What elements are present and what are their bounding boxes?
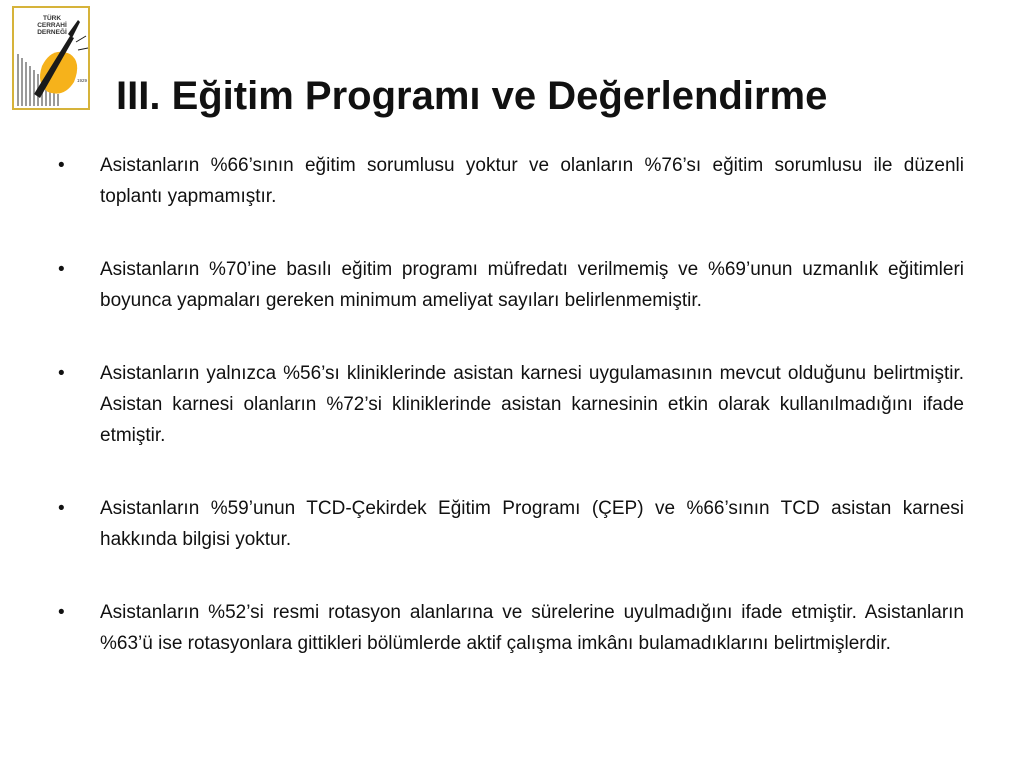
bullet-icon: • xyxy=(58,498,65,519)
bullet-list xyxy=(58,150,964,701)
bullet-text: Asistanların %70’ine basılı eğitim programı müfredatı verilmemiş ve %69’unun uzmanlık eğitimleri boyunca yapmaları gereken minimum ameliyat sayıları belirlenmemiştir. xyxy=(100,259,964,311)
bullet-icon: • xyxy=(58,259,65,280)
bullet-text: Asistanların yalnızca %56’sı kliniklerinde asistan karnesi uygulamasının mevcut olduğunu belirtmiştir. Asistan karnesi olanların %72’si kliniklerinde asistan karnesinin etkin olarak kullanılmadığını ifade etmiştir. xyxy=(100,363,964,446)
bullet-text: Asistanların %66’sının eğitim sorumlusu yoktur ve olanların %76’sı eğitim sorumlusu ile düzenli toplantı yapmamıştır. xyxy=(100,155,964,207)
svg-text:1929: 1929 xyxy=(76,78,88,83)
bullet-text: Asistanların %52’si resmi rotasyon alanlarına ve sürelerine uyulmadığını ifade etmiştir. Asistanların %63’ü ise rotasyonlara gittikleri bölümlerde aktif çalışma imkânı bulamadıklarını belirtmişlerdir. xyxy=(100,602,964,654)
list-item xyxy=(58,358,964,451)
bullet-icon: • xyxy=(58,155,65,176)
svg-text:DERNEĞİ: DERNEĞİ xyxy=(37,29,67,36)
logo-emblem-icon xyxy=(12,6,90,110)
list-item xyxy=(58,597,964,659)
slide-title: III. Eğitim Programı ve Değerlendirme xyxy=(116,74,828,118)
bullet-icon: • xyxy=(58,363,65,384)
svg-text:TÜRK: TÜRK xyxy=(42,15,62,22)
list-item xyxy=(58,150,964,212)
bullet-text: Asistanların %59’unun TCD-Çekirdek Eğitim Programı (ÇEP) ve %66’sının TCD asistan karnesi hakkında bilgisi yoktur. xyxy=(100,498,964,550)
svg-text:CERRAHİ: CERRAHİ xyxy=(37,22,67,29)
list-item xyxy=(58,493,964,555)
bullet-icon: • xyxy=(58,602,65,623)
list-item xyxy=(58,254,964,316)
turk-cerrahi-dernegi-logo xyxy=(12,6,90,110)
